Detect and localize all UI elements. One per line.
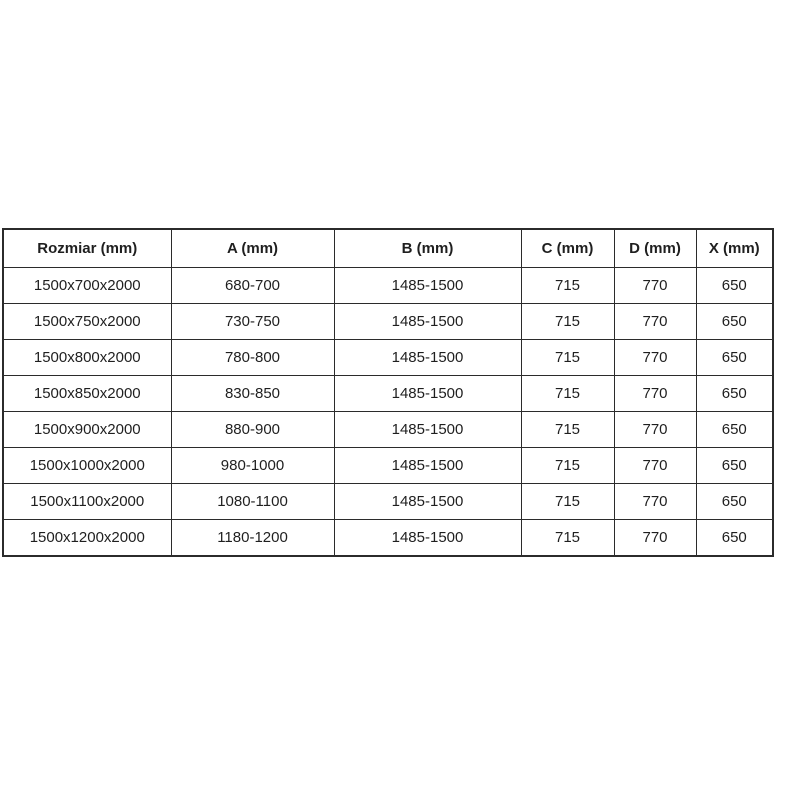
column-header-a: A (mm) [171, 229, 334, 268]
cell-c: 715 [521, 412, 614, 448]
size-spec-table-container [2, 228, 774, 557]
table-row [3, 304, 773, 340]
cell-c: 715 [521, 304, 614, 340]
cell-d: 770 [614, 520, 696, 557]
cell-x: 650 [696, 268, 773, 304]
cell-b: 1485-1500 [334, 448, 521, 484]
cell-x: 650 [696, 484, 773, 520]
cell-d: 770 [614, 412, 696, 448]
cell-d: 770 [614, 340, 696, 376]
size-spec-table [2, 228, 774, 557]
cell-x: 650 [696, 520, 773, 557]
table-row [3, 412, 773, 448]
cell-c: 715 [521, 484, 614, 520]
cell-d: 770 [614, 484, 696, 520]
cell-d: 770 [614, 268, 696, 304]
cell-b: 1485-1500 [334, 376, 521, 412]
cell-rozmiar: 1500x750x2000 [3, 304, 171, 340]
cell-c: 715 [521, 520, 614, 557]
table-row [3, 340, 773, 376]
column-header-d: D (mm) [614, 229, 696, 268]
cell-c: 715 [521, 448, 614, 484]
cell-d: 770 [614, 376, 696, 412]
cell-x: 650 [696, 304, 773, 340]
table-row [3, 448, 773, 484]
cell-x: 650 [696, 448, 773, 484]
column-header-c: C (mm) [521, 229, 614, 268]
cell-a: 830-850 [171, 376, 334, 412]
cell-a: 980-1000 [171, 448, 334, 484]
cell-c: 715 [521, 376, 614, 412]
cell-b: 1485-1500 [334, 484, 521, 520]
cell-rozmiar: 1500x900x2000 [3, 412, 171, 448]
cell-a: 680-700 [171, 268, 334, 304]
cell-d: 770 [614, 448, 696, 484]
cell-b: 1485-1500 [334, 268, 521, 304]
column-header-rozmiar: Rozmiar (mm) [3, 229, 171, 268]
cell-a: 1180-1200 [171, 520, 334, 557]
cell-b: 1485-1500 [334, 304, 521, 340]
column-header-b: B (mm) [334, 229, 521, 268]
column-header-x: X (mm) [696, 229, 773, 268]
table-row [3, 268, 773, 304]
cell-rozmiar: 1500x850x2000 [3, 376, 171, 412]
cell-c: 715 [521, 340, 614, 376]
cell-rozmiar: 1500x1200x2000 [3, 520, 171, 557]
cell-a: 880-900 [171, 412, 334, 448]
cell-rozmiar: 1500x1000x2000 [3, 448, 171, 484]
cell-rozmiar: 1500x1100x2000 [3, 484, 171, 520]
cell-a: 1080-1100 [171, 484, 334, 520]
cell-x: 650 [696, 376, 773, 412]
cell-rozmiar: 1500x800x2000 [3, 340, 171, 376]
cell-a: 730-750 [171, 304, 334, 340]
cell-rozmiar: 1500x700x2000 [3, 268, 171, 304]
cell-x: 650 [696, 340, 773, 376]
cell-b: 1485-1500 [334, 520, 521, 557]
cell-x: 650 [696, 412, 773, 448]
cell-c: 715 [521, 268, 614, 304]
cell-a: 780-800 [171, 340, 334, 376]
header-row [3, 229, 773, 268]
cell-b: 1485-1500 [334, 412, 521, 448]
cell-d: 770 [614, 304, 696, 340]
table-row [3, 484, 773, 520]
table-row [3, 520, 773, 557]
cell-b: 1485-1500 [334, 340, 521, 376]
table-row [3, 376, 773, 412]
